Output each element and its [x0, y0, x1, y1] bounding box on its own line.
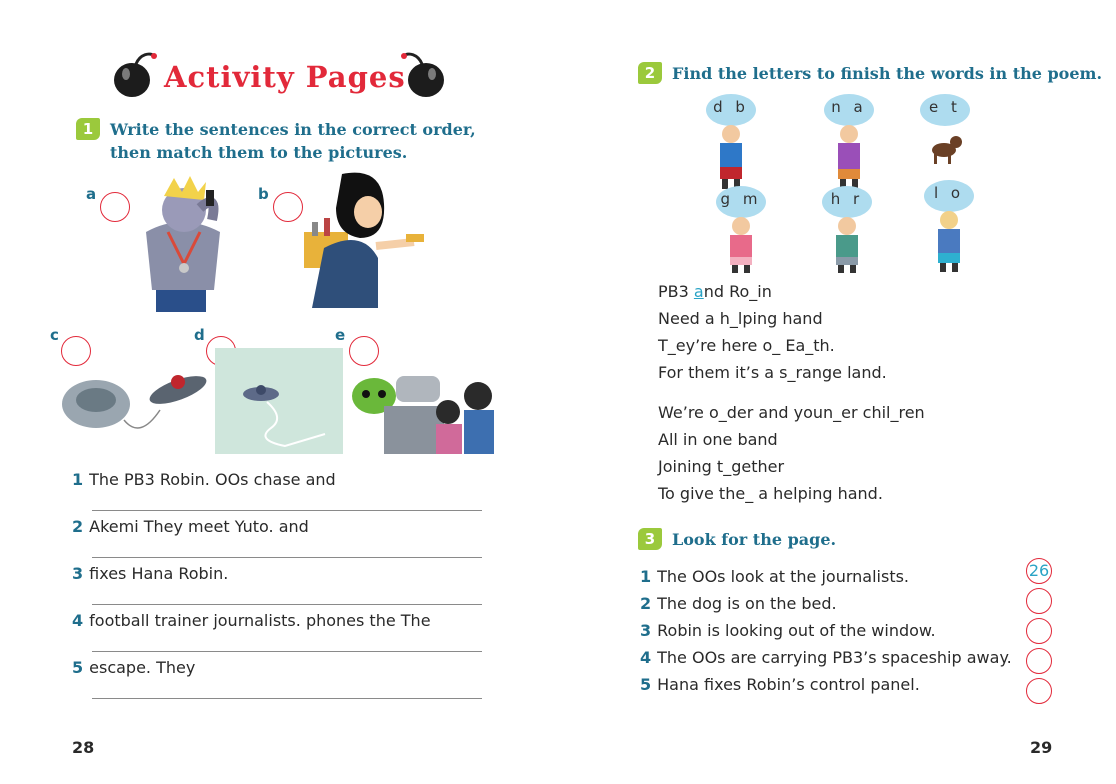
- page-number-left: 28: [72, 738, 95, 757]
- sentence-row-1: 1 The PB3 Robin. OOs chase and: [72, 470, 336, 489]
- section-2-badge: 2: [638, 62, 662, 84]
- bubble-letters: d b: [713, 98, 749, 116]
- bomb-icon-right: [400, 50, 448, 100]
- letter-bubble-kid-6: [914, 180, 984, 280]
- page-number-right: 29: [1030, 738, 1053, 757]
- poem-line-5: We’re o_der and youn_er chil_ren: [658, 403, 925, 422]
- poem-line-2: Need a h_lping hand: [658, 309, 823, 328]
- page-answer-circle-1[interactable]: 26: [1026, 558, 1052, 584]
- letter-bubble-kid-2: [814, 94, 884, 194]
- bubble-letters: n a: [831, 98, 867, 116]
- child-figure: [826, 214, 868, 274]
- answer-line-2[interactable]: [92, 557, 482, 558]
- page-question-1: 1 The OOs look at the journalists.: [640, 567, 910, 586]
- page-answer-circle-2[interactable]: [1026, 588, 1052, 614]
- dog-figure: [924, 128, 966, 168]
- poem-line-4: For them it’s a s_range land.: [658, 363, 887, 382]
- spaceships-picture: [60, 370, 212, 446]
- letter-bubble-kid-3: [910, 94, 980, 194]
- answer-line-4[interactable]: [92, 651, 482, 652]
- sentence-row-2: 2 Akemi They meet Yuto. and: [72, 517, 309, 536]
- letter-bubble-kid-1: [696, 94, 766, 194]
- bubble-letters: l o: [933, 184, 965, 202]
- page-answer-circle-5[interactable]: [1026, 678, 1052, 704]
- section-1-heading: Write the sentences in the correct order, then match them to the pictures.: [110, 120, 476, 162]
- poem-line-7: Joining t_gether: [658, 457, 785, 476]
- answer-line-1[interactable]: [92, 510, 482, 511]
- picture-label-b: b: [258, 185, 269, 203]
- page-question-3: 3 Robin is looking out of the window.: [640, 621, 936, 640]
- bubble-letters: g m: [720, 190, 762, 208]
- picture-label-e: e: [335, 326, 346, 344]
- poem-line-6: All in one band: [658, 430, 778, 449]
- page-question-5: 5 Hana fixes Robin’s control panel.: [640, 675, 920, 694]
- section-3-header: [638, 528, 836, 551]
- sentence-row-5: 5 escape. They: [72, 658, 196, 677]
- page-answer-circle-4[interactable]: [1026, 648, 1052, 674]
- poem-line-3: T_ey’re here o_ Ea_th.: [658, 336, 835, 355]
- football-trainer-picture: [128, 172, 236, 312]
- answer-line-3[interactable]: [92, 604, 482, 605]
- sentence-row-4: 4 football trainer journalists. phones the The: [72, 611, 431, 630]
- child-figure: [720, 214, 762, 274]
- letter-bubble-kid-5: [812, 186, 882, 286]
- sentence-row-3: 3 fixes Hana Robin.: [72, 564, 229, 583]
- bubble-letters: h r: [830, 190, 864, 208]
- flying-spaceship-picture: [215, 348, 343, 454]
- poem-line-8: To give the_ a helping hand.: [658, 484, 883, 503]
- bubble-letters: e t: [929, 98, 961, 116]
- page-question-4: 4 The OOs are carrying PB3’s spaceship away.: [640, 648, 1012, 667]
- right-page: [558, 0, 1116, 784]
- answer-circle-b[interactable]: [273, 192, 303, 222]
- page-answer-circle-3[interactable]: [1026, 618, 1052, 644]
- section-3-heading: Look for the page.: [672, 530, 837, 549]
- picture-label-a: a: [86, 185, 97, 203]
- answer-line-5[interactable]: [92, 698, 482, 699]
- section-2-heading: Find the letters to finish the words in the poem.: [672, 64, 1103, 83]
- section-1-header: [76, 118, 476, 164]
- section-2-header: [638, 62, 1102, 85]
- answer-circle-a[interactable]: [100, 192, 130, 222]
- picture-label-c: c: [50, 326, 59, 344]
- picture-label-d: d: [194, 326, 205, 344]
- answer-circle-c[interactable]: [61, 336, 91, 366]
- letter-bubble-kid-4: [706, 186, 776, 286]
- poem-answer-highlight: a: [693, 282, 704, 301]
- child-figure: [710, 122, 752, 192]
- bomb-icon-left: [110, 50, 158, 100]
- meeting-robin-picture: [344, 356, 496, 454]
- child-figure: [928, 208, 970, 274]
- page-question-2: 2 The dog is on the bed.: [640, 594, 837, 613]
- page-title: Activity Pages: [164, 60, 406, 94]
- hana-fixing-picture: [302, 168, 432, 308]
- poem-line-1: PB3 and Ro_in: [658, 282, 772, 301]
- section-3-badge: 3: [638, 528, 662, 550]
- section-1-badge: 1: [76, 118, 100, 140]
- child-figure: [828, 122, 870, 192]
- title-banner: [110, 42, 450, 112]
